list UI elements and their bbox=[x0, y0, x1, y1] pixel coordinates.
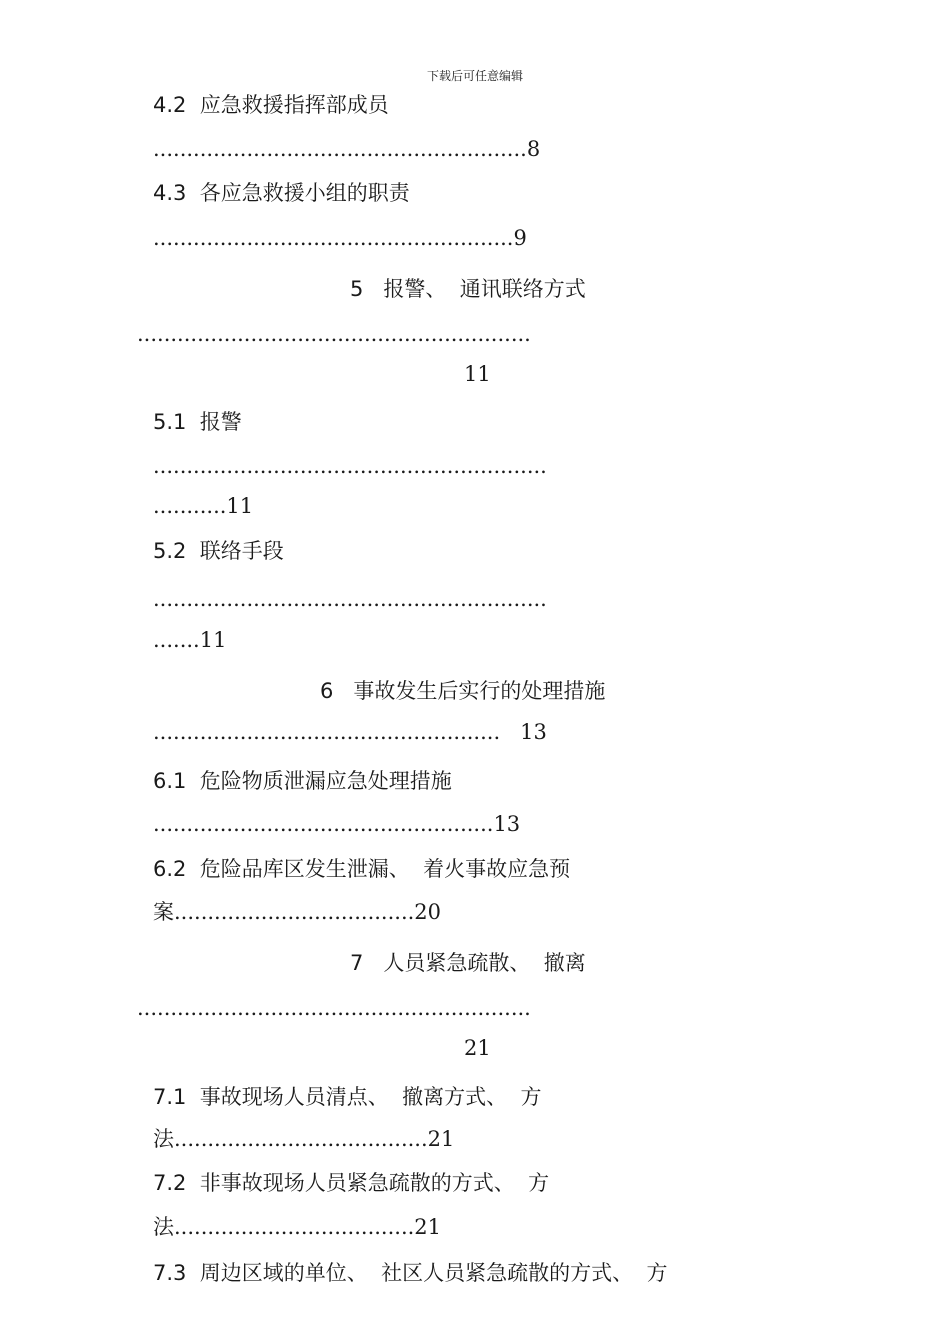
toc-entry-6-1-title: 6.1 危险物质泄漏应急处理措施 bbox=[153, 769, 452, 793]
toc-section-7-page: 21 bbox=[464, 1036, 491, 1060]
toc-entry-5-2-title: 5.2 联络手段 bbox=[153, 539, 284, 563]
toc-entry-6-2-leader: 案....................................20 bbox=[153, 900, 442, 924]
toc-entry-7-1-leader: 法......................................21 bbox=[153, 1127, 455, 1151]
toc-section-5-leader: ........................................................... bbox=[137, 322, 531, 346]
toc-entry-7-2-title: 7.2 非事故现场人员紧急疏散的方式、 方 bbox=[153, 1171, 550, 1195]
page-header: 下载后可任意编辑 bbox=[426, 69, 523, 83]
toc-entry-5-1-page: ...........11 bbox=[153, 494, 254, 518]
toc-entry-4-3-leader: ......................................................9 bbox=[153, 226, 527, 250]
toc-entry-5-2-leader: ........................................................... bbox=[153, 587, 547, 611]
toc-entry-4-2-leader: ........................................................8 bbox=[153, 137, 541, 161]
toc-entry-5-1-title: 5.1 报警 bbox=[153, 410, 242, 434]
toc-entry-5-2-page: .......11 bbox=[153, 628, 227, 652]
toc-section-6-title: 6 事故发生后实行的处理措施 bbox=[320, 679, 606, 703]
toc-entry-5-1-leader: ........................................................... bbox=[153, 454, 547, 478]
toc-entry-4-2-title: 4.2 应急救援指挥部成员 bbox=[153, 93, 389, 117]
toc-section-5-page: 11 bbox=[464, 362, 491, 386]
toc-entry-7-3-title: 7.3 周边区域的单位、 社区人员紧急疏散的方式、 方 bbox=[153, 1261, 668, 1285]
toc-entry-6-2-title: 6.2 危险品库区发生泄漏、 着火事故应急预 bbox=[153, 857, 571, 881]
toc-section-5-title: 5 报警、 通讯联络方式 bbox=[350, 277, 586, 301]
toc-entry-7-1-title: 7.1 事故现场人员清点、 撤离方式、 方 bbox=[153, 1085, 542, 1109]
toc-section-7-title: 7 人员紧急疏散、 撤离 bbox=[350, 951, 586, 975]
toc-entry-6-1-leader: ...................................................13 bbox=[153, 812, 521, 836]
toc-entry-4-3-title: 4.3 各应急救援小组的职责 bbox=[153, 181, 410, 205]
toc-entry-7-2-leader: 法....................................21 bbox=[153, 1215, 442, 1239]
toc-section-7-leader: ........................................................... bbox=[137, 996, 531, 1020]
toc-section-6-leader: .................................................... 13 bbox=[153, 720, 547, 744]
